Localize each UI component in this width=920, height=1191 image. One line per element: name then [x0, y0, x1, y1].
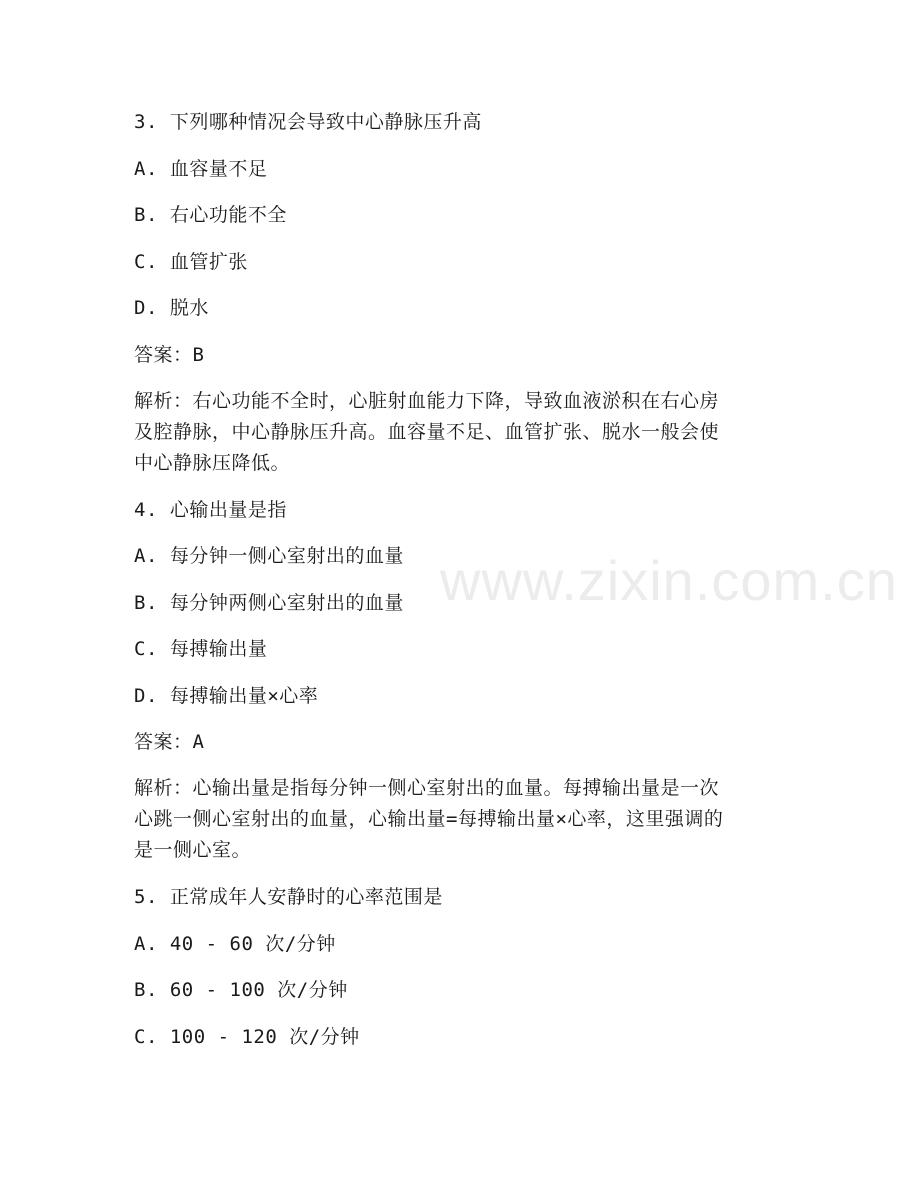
analysis-line: 是一侧心室。 — [134, 839, 252, 861]
analysis-line: 解析：心输出量是指每分钟一侧心室射出的血量。每搏输出量是一次 — [134, 777, 720, 799]
analysis-line: 解析：右心功能不全时，心脏射血能力下降，导致血液淤积在右心房 — [134, 390, 720, 412]
question-4-option-b: B. 每分钟两侧心室射出的血量 — [134, 592, 404, 614]
question-5-stem: 5. 正常成年人安静时的心率范围是 — [134, 886, 443, 908]
question-4-analysis — [134, 773, 784, 866]
question-5-option-b: B. 60 - 100 次/分钟 — [134, 979, 348, 1001]
question-3-stem: 3. 下列哪种情况会导致中心静脉压升高 — [134, 111, 482, 133]
analysis-line: 心跳一侧心室射出的血量，心输出量=每搏输出量×心率，这里强调的 — [134, 808, 724, 830]
watermark: www.zixin.com.cn — [440, 549, 898, 612]
question-3-analysis — [134, 386, 784, 479]
question-3-answer: 答案：B — [134, 344, 205, 366]
analysis-line: 中心静脉压降低。 — [134, 452, 291, 474]
question-4-option-c: C. 每搏输出量 — [134, 638, 268, 660]
question-3-option-c: C. 血管扩张 — [134, 251, 248, 273]
question-3-option-a: A. 血容量不足 — [134, 158, 268, 180]
question-4-stem: 4. 心输出量是指 — [134, 499, 287, 521]
question-5-option-c: C. 100 - 120 次/分钟 — [134, 1026, 360, 1048]
analysis-line: 及腔静脉，中心静脉压升高。血容量不足、血管扩张、脱水一般会使 — [134, 421, 720, 443]
question-4-answer: 答案：A — [134, 731, 205, 753]
question-4-option-a: A. 每分钟一侧心室射出的血量 — [134, 545, 404, 567]
question-5-option-a: A. 40 - 60 次/分钟 — [134, 933, 336, 955]
question-4-option-d: D. 每搏输出量×心率 — [134, 685, 319, 707]
question-3-option-b: B. 右心功能不全 — [134, 204, 287, 226]
question-3-option-d: D. 脱水 — [134, 297, 209, 319]
